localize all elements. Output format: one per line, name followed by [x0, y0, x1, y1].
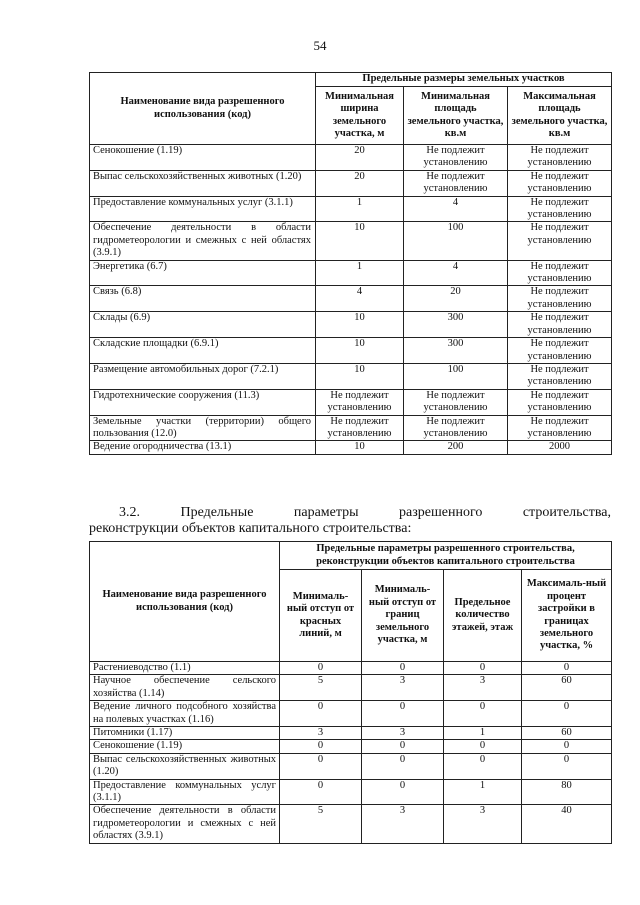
row-name-cell: Выпас сельскохозяйственных животных (1.20): [90, 753, 280, 779]
row-value-cell: 0: [362, 779, 444, 805]
row-value-cell: 10: [316, 312, 404, 338]
table-row: [90, 260, 612, 286]
row-name-cell: Питомники (1.17): [90, 727, 280, 740]
table1-header-group: Предельные размеры земельных участков: [316, 73, 612, 87]
row-value-cell: 5: [280, 805, 362, 843]
row-value-cell: Не подлежит установлению: [316, 415, 404, 441]
table-row: [90, 662, 612, 675]
section-heading: [89, 505, 611, 537]
row-name-cell: Сенокошение (1.19): [90, 740, 280, 753]
section-word: строительства,: [522, 505, 611, 520]
row-name-cell: Растениеводство (1.1): [90, 662, 280, 675]
row-value-cell: 3: [362, 675, 444, 701]
row-name-cell: Склады (6.9): [90, 312, 316, 338]
table-row: [90, 753, 612, 779]
table-row: [90, 675, 612, 701]
table-row: [90, 441, 612, 454]
row-value-cell: Не подлежит установлению: [508, 312, 612, 338]
row-value-cell: Не подлежит установлению: [508, 196, 612, 222]
table1-header-col: Минимальная ширина земельного участка, м: [316, 87, 404, 145]
row-value-cell: 0: [444, 740, 522, 753]
row-value-cell: 0: [522, 753, 612, 779]
table2-body: [90, 662, 612, 844]
row-name-cell: Размещение автомобильных дорог (7.2.1): [90, 363, 316, 389]
table-row: [90, 415, 612, 441]
table1-body: [90, 145, 612, 455]
row-value-cell: Не подлежит установлению: [508, 363, 612, 389]
row-name-cell: Предоставление коммунальных услуг (3.1.1): [90, 196, 316, 222]
table-row: [90, 312, 612, 338]
row-value-cell: 0: [522, 701, 612, 727]
row-value-cell: 0: [362, 740, 444, 753]
table1-header-name: Наименование вида разрешенного использования (код): [90, 73, 316, 145]
section-heading-line2: реконструкции объектов капитального строительства:: [89, 521, 412, 536]
row-name-cell: Ведение огородничества (13.1): [90, 441, 316, 454]
table1-header-col: Минимальная площадь земельного участка, кв.м: [404, 87, 508, 145]
row-name-cell: Выпас сельскохозяйственных животных (1.20): [90, 170, 316, 196]
table2-header-col: Предельное количество этажей, этаж: [444, 570, 522, 662]
table-row: [90, 170, 612, 196]
table-row: [90, 779, 612, 805]
row-name-cell: Обеспечение деятельности в области гидрометеорологии и смежных с ней областях (3.9.1): [90, 805, 280, 843]
row-name-cell: Предоставление коммунальных услуг (3.1.1): [90, 779, 280, 805]
row-name-cell: Гидротехнические сооружения (11.3): [90, 389, 316, 415]
table-row: [90, 701, 612, 727]
row-value-cell: Не подлежит установлению: [508, 260, 612, 286]
row-value-cell: Не подлежит установлению: [508, 222, 612, 260]
table-row: [90, 196, 612, 222]
row-name-cell: Обеспечение деятельности в области гидрометеорологии и смежных с ней областях (3.9.1): [90, 222, 316, 260]
construction-parameters-table: [89, 541, 612, 844]
table2-header-group: Предельные параметры разрешенного строительства, реконструкции объектов капитального строительства: [280, 542, 612, 570]
row-value-cell: Не подлежит установлению: [508, 415, 612, 441]
row-value-cell: 60: [522, 727, 612, 740]
row-value-cell: 0: [280, 779, 362, 805]
row-value-cell: 1: [316, 260, 404, 286]
row-value-cell: Не подлежит установлению: [508, 145, 612, 171]
row-name-cell: Связь (6.8): [90, 286, 316, 312]
row-value-cell: 0: [280, 753, 362, 779]
row-value-cell: 0: [362, 662, 444, 675]
table-row: [90, 727, 612, 740]
table2-header-col: Минималь-ный отступ от красных линий, м: [280, 570, 362, 662]
row-value-cell: 60: [522, 675, 612, 701]
row-value-cell: 300: [404, 338, 508, 364]
row-value-cell: Не подлежит установлению: [316, 389, 404, 415]
row-value-cell: 200: [404, 441, 508, 454]
row-value-cell: 0: [280, 701, 362, 727]
section-number: 3.2.: [119, 505, 140, 520]
row-value-cell: 4: [404, 260, 508, 286]
row-value-cell: 1: [316, 196, 404, 222]
table-row: [90, 338, 612, 364]
row-value-cell: Не подлежит установлению: [404, 170, 508, 196]
row-value-cell: 3: [444, 805, 522, 843]
row-name-cell: Ведение личного подсобного хозяйства на полевых участках (1.16): [90, 701, 280, 727]
row-value-cell: 5: [280, 675, 362, 701]
row-value-cell: Не подлежит установлению: [404, 389, 508, 415]
row-value-cell: Не подлежит установлению: [508, 338, 612, 364]
row-value-cell: 20: [404, 286, 508, 312]
row-value-cell: 1: [444, 779, 522, 805]
land-plot-size-table: [89, 72, 612, 455]
row-value-cell: 300: [404, 312, 508, 338]
row-value-cell: 3: [280, 727, 362, 740]
section-word: параметры: [293, 505, 359, 520]
table2-header-col: Максималь-ный процент застройки в границах земельного участка, %: [522, 570, 612, 662]
row-value-cell: 0: [522, 740, 612, 753]
row-value-cell: 3: [362, 805, 444, 843]
row-value-cell: 0: [522, 662, 612, 675]
row-value-cell: 2000: [508, 441, 612, 454]
section-word: Предельные: [180, 505, 254, 520]
row-value-cell: 80: [522, 779, 612, 805]
row-value-cell: 40: [522, 805, 612, 843]
row-value-cell: Не подлежит установлению: [508, 286, 612, 312]
row-value-cell: 0: [444, 662, 522, 675]
row-name-cell: Сенокошение (1.19): [90, 145, 316, 171]
table-row: [90, 363, 612, 389]
row-value-cell: 10: [316, 338, 404, 364]
row-value-cell: 100: [404, 363, 508, 389]
row-name-cell: Складские площадки (6.9.1): [90, 338, 316, 364]
row-value-cell: 10: [316, 363, 404, 389]
row-value-cell: 0: [444, 753, 522, 779]
row-value-cell: Не подлежит установлению: [404, 145, 508, 171]
table2-header-col: Минималь-ный отступ от границ земельного участка, м: [362, 570, 444, 662]
row-value-cell: 1: [444, 727, 522, 740]
row-value-cell: 20: [316, 145, 404, 171]
row-value-cell: 0: [362, 701, 444, 727]
row-value-cell: Не подлежит установлению: [508, 389, 612, 415]
page-number: 54: [313, 38, 327, 53]
row-value-cell: 4: [404, 196, 508, 222]
table2-header-name: Наименование вида разрешенного использования (код): [90, 542, 280, 662]
row-name-cell: Земельные участки (территории) общего пользования (12.0): [90, 415, 316, 441]
row-value-cell: 20: [316, 170, 404, 196]
row-value-cell: Не подлежит установлению: [508, 170, 612, 196]
row-value-cell: 0: [280, 740, 362, 753]
table-row: [90, 805, 612, 843]
table-row: [90, 740, 612, 753]
row-value-cell: 10: [316, 441, 404, 454]
table-row: [90, 145, 612, 171]
row-name-cell: Энергетика (6.7): [90, 260, 316, 286]
row-value-cell: 4: [316, 286, 404, 312]
row-value-cell: 10: [316, 222, 404, 260]
table-row: [90, 389, 612, 415]
row-value-cell: 0: [280, 662, 362, 675]
table-row: [90, 222, 612, 260]
row-name-cell: Научное обеспечение сельского хозяйства (1.14): [90, 675, 280, 701]
row-value-cell: 0: [362, 753, 444, 779]
row-value-cell: Не подлежит установлению: [404, 415, 508, 441]
row-value-cell: 3: [362, 727, 444, 740]
row-value-cell: 3: [444, 675, 522, 701]
row-value-cell: 0: [444, 701, 522, 727]
table1-header-col: Максимальная площадь земельного участка, кв.м: [508, 87, 612, 145]
row-value-cell: 100: [404, 222, 508, 260]
table-row: [90, 286, 612, 312]
section-word: разрешенного: [399, 505, 483, 520]
